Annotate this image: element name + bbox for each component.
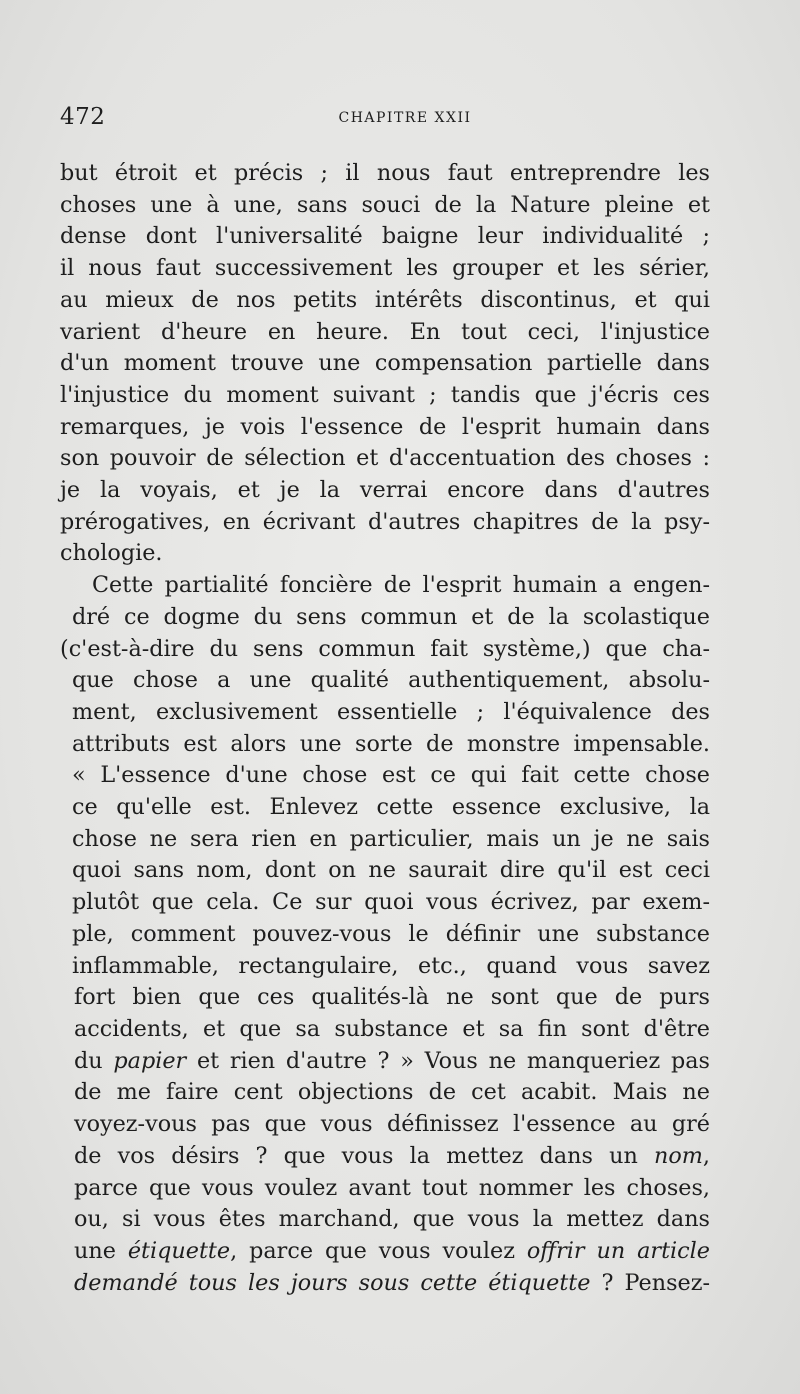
text-line: je la voyais, et je la verrai encore dans d'autres — [60, 477, 710, 504]
italic-word: nom — [653, 1142, 703, 1169]
italic-word: papier — [113, 1047, 187, 1074]
italic-phrase: demandé tous les jours sous cette étiquette — [74, 1269, 591, 1296]
chapter-title: CHAPITRE XXII — [338, 110, 472, 126]
paragraph-end-line: chologie. — [60, 540, 163, 567]
italic-phrase: offrir un article — [526, 1237, 710, 1264]
paragraph-start-line: Cette partialité foncière de l'esprit humain a engen- — [92, 572, 710, 599]
text-line: l'injustice du moment suivant ; tandis que j'écris ces — [60, 381, 710, 408]
text-line: inflammable, rectangulaire, etc., quand vous savez — [72, 952, 710, 979]
text-run: une — [74, 1237, 128, 1264]
text-line — [60, 1268, 710, 1300]
text-line: (c'est-à-dire du sens commun fait système,) que cha- — [60, 635, 710, 662]
text-line: choses une à une, sans souci de la Nature pleine et — [60, 191, 710, 218]
text-line: accidents, et que sa substance et sa fin sont d'être — [74, 1015, 710, 1042]
text-line: varient d'heure en heure. En tout ceci, l'injustice — [60, 318, 710, 345]
text-run: du — [74, 1047, 114, 1074]
text-line: d'un moment trouve une compensation partielle dans — [60, 350, 710, 377]
italic-word: étiquette — [127, 1237, 231, 1264]
text-line: ple, comment pouvez-vous le définir une substance — [72, 920, 710, 947]
text-line: attributs est alors une sorte de monstre impensable. — [72, 730, 710, 757]
text-line: plutôt que cela. Ce sur quoi vous écrivez, par exem- — [72, 889, 710, 916]
text-line: dense dont l'universalité baigne leur individualité ; — [60, 223, 710, 250]
text-line: son pouvoir de sélection et d'accentuation des choses : — [60, 445, 710, 472]
text-line — [60, 1236, 710, 1268]
body-text — [60, 158, 710, 1299]
text-line — [60, 1046, 710, 1078]
text-line: but étroit et précis ; il nous faut entreprendre les — [60, 160, 710, 186]
text-line: « L'essence d'une chose est ce qui fait cette chose — [72, 762, 710, 789]
text-line: ce qu'elle est. Enlevez cette essence exclusive, la — [72, 794, 710, 821]
page-number: 472 — [60, 104, 106, 130]
text-line: prérogatives, en écrivant d'autres chapitres de la psy- — [60, 508, 710, 535]
text-line: au mieux de nos petits intérêts discontinus, et qui — [60, 286, 710, 313]
text-line: dré ce dogme du sens commun et de la scolastique — [72, 603, 710, 630]
text-line: de me faire cent objections de cet acabit. Mais ne — [74, 1079, 710, 1106]
text-line: ment, exclusivement essentielle ; l'équivalence des — [72, 698, 710, 725]
text-run: ? Pensez- — [590, 1269, 710, 1296]
text-run: de vos désirs ? que vous la mettez dans un — [74, 1142, 654, 1169]
text-line: chose ne sera rien en particulier, mais un je ne sais — [72, 825, 710, 852]
text-line: parce que vous voulez avant tout nommer les choses, — [74, 1174, 710, 1201]
text-line: il nous faut successivement les grouper et les sérier, — [60, 255, 710, 282]
text-line: ou, si vous êtes marchand, que vous la mettez dans — [74, 1206, 710, 1233]
text-run: , — [702, 1142, 710, 1169]
text-line: que chose a une qualité authentiquement, absolu- — [72, 667, 710, 694]
text-line — [60, 1141, 710, 1173]
text-run: et rien d'autre ? » Vous ne manqueriez pas — [186, 1047, 710, 1074]
running-head — [60, 104, 710, 134]
text-run: , parce que vous voulez — [230, 1237, 527, 1264]
text-line: quoi sans nom, dont on ne saurait dire qu'il est ceci — [72, 857, 710, 884]
text-line: voyez-vous pas que vous définissez l'essence au gré — [74, 1111, 710, 1138]
text-line: fort bien que ces qualités-là ne sont que de purs — [74, 984, 710, 1011]
text-line: remarques, je vois l'essence de l'esprit humain dans — [60, 413, 710, 440]
